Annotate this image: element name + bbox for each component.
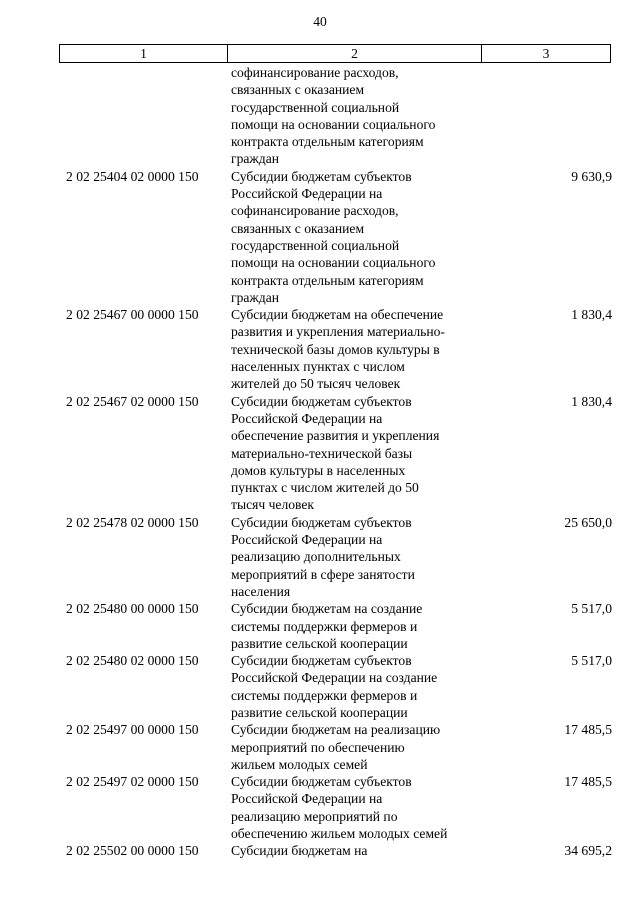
description-line: Субсидии бюджетам субъектов [231, 514, 412, 530]
description-line: связанных с оказанием [231, 82, 365, 98]
description-line: жителей до 50 тысяч человек [231, 376, 401, 392]
amount: 1 830,4 [571, 393, 612, 409]
description-line: развитие сельской кооперации [231, 635, 408, 651]
amount: 5 517,0 [571, 653, 612, 669]
header-col-3: 3 [542, 46, 550, 61]
table-row [0, 306, 640, 392]
description-line: тысяч человек [231, 497, 315, 513]
description-line: системы поддержки фермеров и [231, 618, 418, 634]
description-line: Субсидии бюджетам на [231, 843, 368, 859]
description [231, 64, 481, 168]
description-line: Субсидии бюджетам субъектов [231, 168, 412, 184]
description-line: домов культуры в населенных [231, 462, 406, 478]
description-line: реализацию мероприятий по [231, 808, 398, 824]
description-line: государственной социальной [231, 237, 400, 253]
header-col-1: 1 [60, 45, 228, 62]
description-line: Субсидии бюджетам субъектов [231, 774, 412, 790]
description [231, 168, 481, 306]
description-line: обеспечению жильем молодых семей [231, 826, 448, 842]
table-body [0, 64, 640, 860]
description-line: Российской Федерации на [231, 410, 383, 426]
description-line: граждан [231, 151, 280, 167]
budget-code: 2 02 25480 00 0000 150 [66, 601, 199, 617]
description-line: контракта отдельным категориям [231, 134, 424, 150]
description-line: контракта отдельным категориям [231, 272, 424, 288]
table-row [0, 600, 640, 652]
budget-code: 2 02 25467 00 0000 150 [66, 307, 199, 323]
description-line: граждан [231, 289, 280, 305]
budget-code: 2 02 25497 02 0000 150 [66, 774, 199, 790]
budget-code: 2 02 25497 00 0000 150 [66, 722, 199, 738]
description-line: Субсидии бюджетам субъектов [231, 393, 412, 409]
description [231, 773, 481, 842]
budget-code: 2 02 25478 02 0000 150 [66, 514, 199, 530]
description-line: Субсидии бюджетам на создание [231, 601, 423, 617]
table-row [0, 514, 640, 600]
description-line: Субсидии бюджетам субъектов [231, 653, 412, 669]
header-col-2: 2 [228, 45, 482, 62]
description-line: государственной социальной [231, 99, 400, 115]
amount: 34 695,2 [564, 843, 612, 859]
description-line: софинансирование расходов, [231, 203, 399, 219]
budget-code: 2 02 25404 02 0000 150 [66, 168, 199, 184]
table-row [0, 842, 640, 859]
description-line: жильем молодых семей [231, 756, 368, 772]
description-line: Субсидии бюджетам на реализацию [231, 722, 441, 738]
description-line: пунктах с числом жителей до 50 [231, 480, 419, 496]
description-line: софинансирование расходов, [231, 65, 399, 80]
description [231, 306, 481, 392]
description-line: Российской Федерации на создание [231, 670, 438, 686]
description-line: технической базы домов культуры в [231, 341, 440, 357]
description-line: населенных пунктах с числом [231, 359, 405, 375]
description-line: обеспечение развития и укрепления [231, 428, 440, 444]
description-line: мероприятий по обеспечению [231, 739, 405, 755]
description-line: реализацию дополнительных [231, 549, 401, 565]
description-line: Субсидии бюджетам на обеспечение [231, 307, 444, 323]
description-line: развития и укрепления материально- [231, 324, 445, 340]
table-row [0, 773, 640, 842]
description-line: мероприятий в сфере занятости [231, 566, 415, 582]
description-line: помощи на основании социального [231, 255, 436, 271]
budget-code: 2 02 25502 00 0000 150 [66, 843, 199, 859]
table-header [59, 44, 611, 63]
description-line: материально-технической базы [231, 445, 413, 461]
description-line: развитие сельской кооперации [231, 704, 408, 720]
description [231, 514, 481, 600]
description-line: Российской Федерации на [231, 791, 383, 807]
amount: 25 650,0 [564, 514, 612, 530]
description-line: населения [231, 583, 291, 599]
budget-code: 2 02 25467 02 0000 150 [66, 393, 199, 409]
description [231, 652, 481, 721]
amount: 17 485,5 [564, 774, 612, 790]
description [231, 842, 481, 859]
table-row [0, 393, 640, 514]
description-line: связанных с оказанием [231, 220, 365, 236]
amount: 5 517,0 [571, 601, 612, 617]
description-line: помощи на основании социального [231, 116, 436, 132]
description [231, 600, 481, 652]
description-line: Российской Федерации на [231, 532, 383, 548]
amount: 17 485,5 [564, 722, 612, 738]
budget-code: 2 02 25480 02 0000 150 [66, 653, 199, 669]
table-row [0, 64, 640, 168]
description [231, 721, 481, 773]
description [231, 393, 481, 514]
amount: 9 630,9 [571, 168, 612, 184]
amount: 1 830,4 [571, 307, 612, 323]
description-line: системы поддержки фермеров и [231, 687, 418, 703]
table-row [0, 721, 640, 773]
table-row [0, 168, 640, 306]
description-line: Российской Федерации на [231, 186, 383, 202]
page-number: 40 [313, 14, 327, 29]
table-row [0, 652, 640, 721]
